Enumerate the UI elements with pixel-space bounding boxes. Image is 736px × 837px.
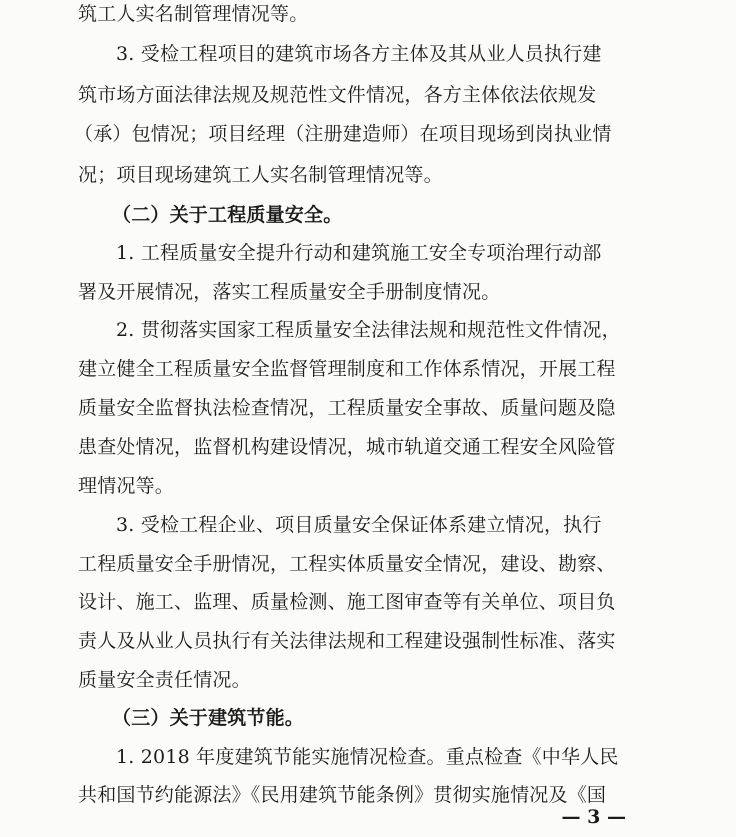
text-line: 建立健全工程质量安全监督管理制度和工作体系情况，开展工程 xyxy=(78,358,616,380)
text-line: 2. 贯彻落实国家工程质量安全法律法规和规范性文件情况， xyxy=(116,319,621,341)
text-line: 署及开展情况，落实工程质量安全手册制度情况。 xyxy=(78,281,501,303)
text-line: 质量安全监督执法检查情况，工程质量安全事故、质量问题及隐 xyxy=(78,397,616,419)
text-line: 3. 受检工程项目的建筑市场各方主体及其从业人员执行建 xyxy=(116,43,602,65)
text-line: 况；项目现场建筑工人实名制管理情况等。 xyxy=(78,164,443,186)
section-heading-building-energy: （三）关于建筑节能。 xyxy=(112,707,305,729)
text-line: 设计、施工、监理、质量检测、施工图审查等有关单位、项目负 xyxy=(78,591,616,613)
text-line: 筑工人实名制管理情况等。 xyxy=(78,3,309,25)
section-heading-quality-safety: （二）关于工程质量安全。 xyxy=(112,204,343,226)
text-line: 共和国节约能源法》《民用建筑节能条例》贯彻实施情况及《国 xyxy=(78,784,607,806)
text-line: 3. 受检工程企业、项目质量安全保证体系建立情况，执行 xyxy=(116,514,602,536)
text-line: 1. 2018 年度建筑节能实施情况检查。重点检查《中华人民 xyxy=(116,746,619,768)
text-line: （承）包情况；项目经理（注册建造师）在项目现场到岗执业情 xyxy=(74,123,612,145)
text-line: 工程质量安全手册情况，工程实体质量安全情况，建设、勘察、 xyxy=(78,553,616,575)
text-line: 患查处情况，监督机构建设情况，城市轨道交通工程安全风险管 xyxy=(78,436,616,458)
text-line: 责人及从业人员执行有关法律法规和工程建设强制性标准、落实 xyxy=(78,630,616,652)
text-line: 筑市场方面法律法规及规范性文件情况，各方主体依法依规发 xyxy=(78,84,597,106)
page-number: — 3 — xyxy=(561,806,626,828)
text-line: 质量安全责任情况。 xyxy=(78,669,251,691)
text-line: 1. 工程质量安全提升行动和建筑施工安全专项治理行动部 xyxy=(116,242,602,264)
text-line: 理情况等。 xyxy=(78,475,175,497)
